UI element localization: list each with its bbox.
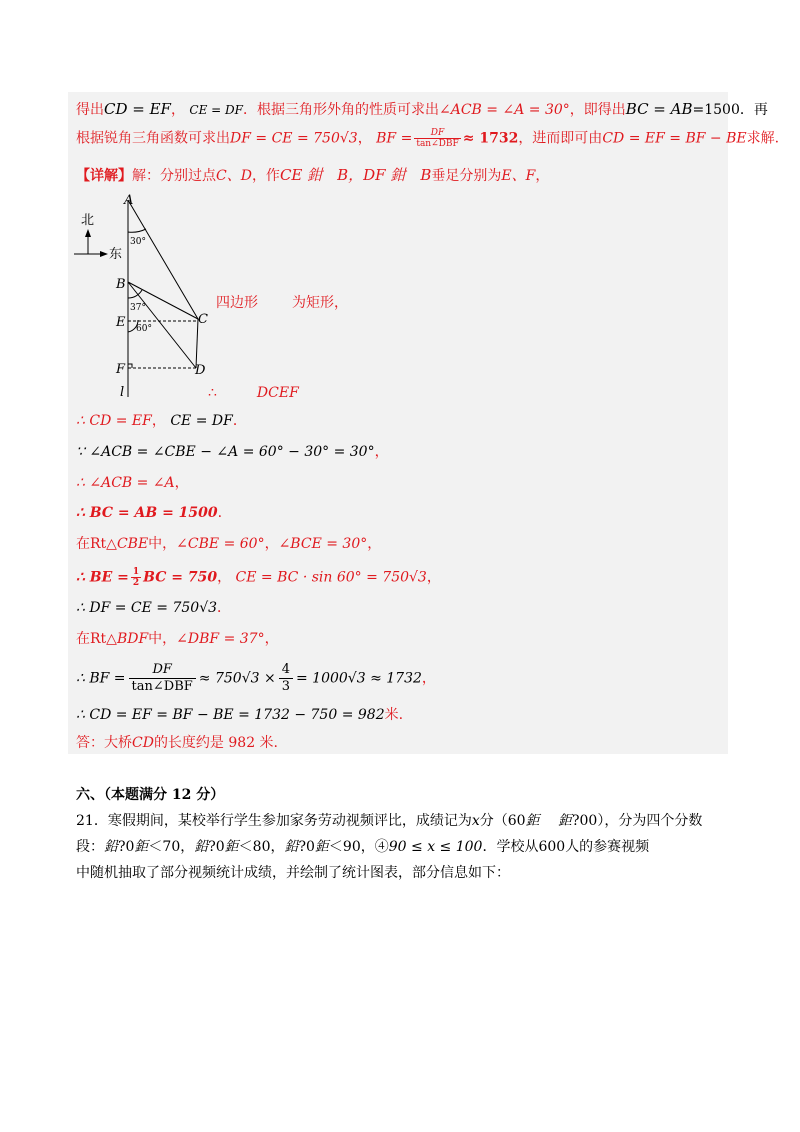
math: CBE xyxy=(116,536,149,552)
fraction xyxy=(414,128,460,149)
geometry-diagram xyxy=(74,192,234,404)
math: 鉛 xyxy=(194,839,209,855)
therefore-dcef xyxy=(208,384,299,402)
fraction xyxy=(279,662,293,695)
question-line-2 xyxy=(76,836,649,858)
text: ， xyxy=(151,413,166,429)
angle-arc-a xyxy=(128,229,146,232)
question-line-3: 中随机抽取了部分视频统计成绩，并绘制了统计图表，部分信息如下： xyxy=(76,865,510,881)
text: ＜70， xyxy=(148,839,195,855)
text: ， xyxy=(264,631,279,647)
text: ． xyxy=(217,600,232,616)
text: ，即得出 xyxy=(569,102,626,118)
solution-line-2 xyxy=(76,128,779,149)
math: ∴ ∠ACB = ∠A xyxy=(76,475,175,491)
text: ④ xyxy=(374,839,389,855)
text: ?00），分为四个分数 xyxy=(572,813,703,829)
text: ， xyxy=(217,569,232,586)
angle-60-label: 60° xyxy=(136,324,152,334)
math: BC = 750 xyxy=(143,569,218,586)
step-1 xyxy=(76,412,247,430)
point-c-label: C xyxy=(198,312,208,327)
math: DCEF xyxy=(256,385,299,401)
step-6 xyxy=(76,567,441,588)
step-8 xyxy=(76,630,279,648)
math: BC = AB xyxy=(625,100,693,118)
denominator: 2 xyxy=(132,578,140,588)
denominator: 3 xyxy=(281,679,290,694)
text: ， xyxy=(264,536,279,552)
step-2 xyxy=(76,443,389,461)
math: ∴ DF = CE = 750√3 xyxy=(76,600,218,616)
text: 在Rt△ xyxy=(76,536,117,552)
text: 中， xyxy=(148,536,177,552)
math: 鉅 鉅 xyxy=(525,813,573,829)
text: 为矩形， xyxy=(292,295,348,311)
text: 米 xyxy=(384,707,399,723)
math: 鉛 xyxy=(104,839,118,855)
text: 得出 xyxy=(76,102,104,118)
detail-tag: 【详解】 xyxy=(76,168,132,184)
text: ， xyxy=(426,569,441,586)
text: ， xyxy=(174,475,189,491)
numerator: 4 xyxy=(279,662,293,679)
answer-line xyxy=(76,734,278,752)
math: C、D xyxy=(216,168,252,184)
math: ∴ BF = xyxy=(76,670,126,687)
numerator: DF xyxy=(414,128,460,139)
denominator: tan∠DBF xyxy=(131,679,193,694)
angle-37-label: 37° xyxy=(130,303,146,313)
math: CD = EF xyxy=(104,100,171,118)
angle-30-label: 30° xyxy=(130,237,146,247)
text: . xyxy=(398,707,404,723)
math: CD = EF = BF − BE xyxy=(602,130,747,147)
math: ∴ CD = EF xyxy=(76,413,152,429)
numerator: 1 xyxy=(132,567,140,577)
section-heading: 六、（本题满分 12 分） xyxy=(76,787,225,803)
math: ∠BCE = 30° xyxy=(278,536,368,552)
text: ?0 xyxy=(298,839,315,855)
text: ＜90， xyxy=(328,839,375,855)
step-5 xyxy=(76,535,381,553)
text: ． xyxy=(232,413,247,429)
text: 600 xyxy=(538,839,566,855)
math: 鉅 xyxy=(224,839,239,855)
text: ， xyxy=(367,536,382,552)
rect-text xyxy=(216,294,348,312)
text: ， xyxy=(535,168,550,184)
point-a-label: A xyxy=(124,193,134,208)
text: 解：分别过点 xyxy=(132,168,216,184)
step-7 xyxy=(76,599,231,617)
north-label: 北 xyxy=(81,213,95,228)
math: CE = BC · sin 60° = 750√3 xyxy=(235,569,427,586)
text: 垂足分别为 xyxy=(431,168,502,184)
math: ∠ACB = ∠A = 30° xyxy=(439,102,570,118)
math: ∵ ∠ACB = ∠CBE − ∠A = 60° − 30° = 30° xyxy=(76,444,375,460)
text: ， xyxy=(421,670,436,687)
text: ， xyxy=(357,130,372,147)
point-d-label: D xyxy=(195,363,206,378)
math: 鉅 xyxy=(314,839,329,855)
math: CE = DF xyxy=(170,413,233,429)
text: . xyxy=(217,505,223,521)
text: ， xyxy=(374,444,389,460)
math: BF = xyxy=(376,130,413,147)
math: ∠DBF = 37° xyxy=(176,631,265,647)
math: E、F xyxy=(501,168,536,184)
math: ∴ BC = AB = 1500 xyxy=(76,505,218,521)
point-e-label: E xyxy=(116,315,126,330)
math: ∠CBE = 60° xyxy=(176,536,265,552)
text: 求解. xyxy=(746,130,780,147)
point-f-label: F xyxy=(116,362,126,377)
math: CE 鉗 B，DF 鉗 B xyxy=(279,166,432,184)
step-10 xyxy=(76,706,403,724)
math: BDF xyxy=(116,631,149,647)
text: =1500．再 xyxy=(692,102,768,118)
math: 鉛 xyxy=(284,839,299,855)
text: 根据锐角三角函数可求出 xyxy=(76,130,230,147)
text: ．学校从 xyxy=(482,839,539,855)
right-angle-f xyxy=(128,364,132,368)
math: CE = DF xyxy=(189,103,243,117)
math: CD xyxy=(132,735,154,751)
step-4 xyxy=(76,504,222,522)
segment-ac xyxy=(128,200,198,319)
text: 分（60 xyxy=(479,813,526,829)
text: ，作 xyxy=(251,168,280,184)
text: ＜80， xyxy=(238,839,285,855)
math: ≈ 750√3 × xyxy=(198,670,276,687)
text: 段： xyxy=(76,839,104,855)
math: 90 ≤ x ≤ 100 xyxy=(388,839,483,855)
math: = 1000√3 ≈ 1732 xyxy=(296,670,422,687)
math: ∴ BE = xyxy=(76,569,129,586)
math: ≈ 1732 xyxy=(462,130,519,147)
text: 答：大桥 xyxy=(76,735,132,751)
math: x xyxy=(471,813,480,829)
text: 的长度约是 982 米. xyxy=(153,735,279,751)
math: DF = CE = 750√3 xyxy=(230,130,358,147)
question-line-1 xyxy=(76,810,702,832)
text: ，进而即可由 xyxy=(518,130,603,147)
text: ．根据三角形外角的性质可求出 xyxy=(243,102,439,118)
text: 在Rt△ xyxy=(76,631,117,647)
text: 人的参赛视频 xyxy=(565,839,650,855)
solution-line-1 xyxy=(76,100,768,119)
text: 四边形 xyxy=(216,295,258,311)
text: ， xyxy=(170,102,185,118)
fraction xyxy=(131,567,141,588)
solution-line-3 xyxy=(76,166,549,185)
text: ?0 xyxy=(118,839,135,855)
math: 鉅 xyxy=(134,839,149,855)
east-arrow-icon xyxy=(100,251,108,257)
line-l-label: l xyxy=(120,385,125,400)
text: ?0 xyxy=(208,839,225,855)
text: 21．寒假期间，某校举行学生参加家务劳动视频评比，成绩记为 xyxy=(76,813,472,829)
east-label: 东 xyxy=(109,247,123,262)
text: 中， xyxy=(148,631,177,647)
denominator: tan∠DBF xyxy=(416,139,459,149)
step-3 xyxy=(76,474,189,492)
math: ∴ CD = EF = BF − BE = 1732 − 750 = 982 xyxy=(76,707,385,723)
fraction xyxy=(129,662,196,695)
numerator: DF xyxy=(129,662,196,679)
point-b-label: B xyxy=(116,277,126,292)
text: ∴ xyxy=(208,385,217,401)
step-9 xyxy=(76,662,436,695)
north-arrow-icon xyxy=(85,229,91,237)
